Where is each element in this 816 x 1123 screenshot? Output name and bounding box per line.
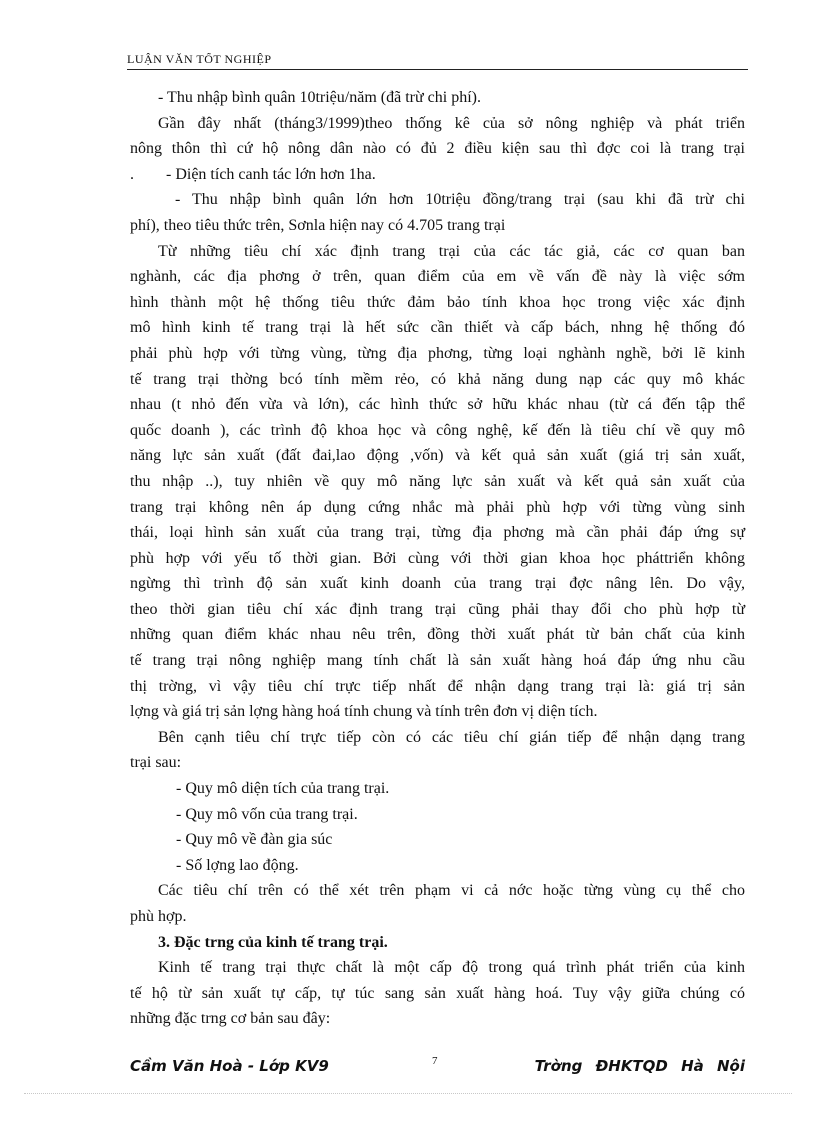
bottom-divider [24,1093,792,1094]
footer-author: Cầm Văn Hoà - Lớp KV9 [130,1057,329,1075]
section-heading: 3. Đặc trng của kinh tế trang trại. [158,933,388,951]
text-line: Từ những tiêu chí xác định trang trại của các tác giả, các cơ quan ban [158,242,745,260]
text-line: trang trại không nên áp dụng cứng nhắc mà phải phù hợp với từng vùng sinh [130,498,745,516]
text-line: trại sau: [130,754,182,772]
list-item: - Quy mô vốn của trang trại. [176,805,358,823]
text-line: tế trang trại nông nghiệp mang tính chất là sản xuất hàng hoá đáp ứng nhu cầu [130,652,745,670]
text-line: tế trang trại thờng bcó tính mềm rẻo, có khả năng dung nạp các quy mô khác [130,370,745,388]
page-number: 7 [432,1055,438,1067]
text-line: phải phù hợp với từng vùng, từng địa phơng, từng loại nghành nghề, bởi lẽ kinh [130,344,745,362]
text-line: phù hợp với yếu tố thời gian. Bởi cùng với thời gian khoa học pháttriển không [130,549,745,567]
footer-university: Trờng ĐHKTQD Hà Nội [534,1057,745,1075]
text-line: thị trờng, vì vậy tiêu chí trực tiếp nhất để nhận dạng trang trại là: giá trị sản [130,677,745,695]
text-line: - Thu nhập bình quân lớn hơn 10triệu đồng/trang trại (sau khi đã trừ chi [175,191,745,209]
text-line: phù hợp. [130,908,187,925]
text-line: những đặc trng cơ bản sau đây: [130,1010,331,1028]
list-item: - Số lợng lao động. [176,856,299,874]
running-header [127,53,748,70]
text-line: nông thôn thì cứ hộ nông dân nào có đủ 2 điều kiện sau thì đợc coi là trang trại [130,140,745,158]
text-line: - Thu nhập bình quân 10triệu/năm (đã trừ chi phí). [158,89,481,106]
list-item: - Quy mô về đàn gia súc [176,831,333,849]
text-line: những quan điểm khác nhau nêu trên, đồng thời xuất phát từ bản chất của kinh [130,626,745,644]
text-line: nhau (t nhỏ đến vừa và lớn), các hình thức sở hữu khác nhau (từ cá đến tập thể [130,396,745,414]
text-line: Bên cạnh tiêu chí trực tiếp còn có các tiêu chí gián tiếp để nhận dạng trang [158,728,745,746]
page-footer [130,1057,745,1079]
text-line: . - Diện tích canh tác lớn hơn 1ha. [130,165,376,183]
text-line: lợng và giá trị sản lợng hàng hoá tính chung và tính trên đơn vị diện tích. [130,703,598,721]
text-line: quốc doanh ), các trình độ khoa học và công nghệ, kế đến là tiêu chí về quy mô [130,421,745,439]
text-line: năng lực sản xuất (đất đai,lao động ,vốn) và kết quả sản xuất (giá trị sản xuất, [130,447,745,465]
text-line: tế hộ từ sản xuất tự cấp, tự túc sang sản xuất hàng hoá. Tuy vậy giữa chúng có [130,984,745,1002]
text-line: theo thời gian tiêu chí xác định trang trại cũng phải thay đổi cho phù hợp từ [130,600,745,618]
text-line: Các tiêu chí trên có thể xét trên phạm vi cả nớc hoặc từng vùng cụ thể cho [158,882,745,900]
text-line: Gần đây nhất (tháng3/1999)theo thống kê của sở nông nghiệp và phát triển [158,114,745,132]
text-line: thái, loại hình sản xuất của trang trại, từng địa phơng mà cần phải đáp ứng sự [130,524,745,542]
document-body [130,85,745,1032]
running-title: LUẬN VĂN TỐT NGHIỆP [127,53,272,66]
list-item: - Quy mô diện tích của trang trại. [176,780,390,798]
text-line: Kinh tế trang trại thực chất là một cấp độ trong quá trình phát triển của kinh [158,959,745,977]
text-line: phí), theo tiêu thức trên, Sơnla hiện nay có 4.705 trang trại [130,216,506,234]
text-line: nghành, các địa phơng ở trên, quan điểm của em về vấn đề này là việc sớm [130,268,745,286]
text-line: ngừng thì trình độ sản xuất kinh doanh của trang trại đợc nâng lên. Do vậy, [130,575,745,593]
text-line: mô hình kinh tế trang trại là hết sức cần thiết và cấp bách, nhng hệ thống đó [130,319,745,337]
text-line: thu nhập ..), tuy nhiên về quy mô năng lực sản xuất và kết quả sản xuất của [130,472,745,490]
text-line: hình thành một hệ thống tiêu thức đảm bảo tính khoa học trong việc xác định [130,293,745,311]
